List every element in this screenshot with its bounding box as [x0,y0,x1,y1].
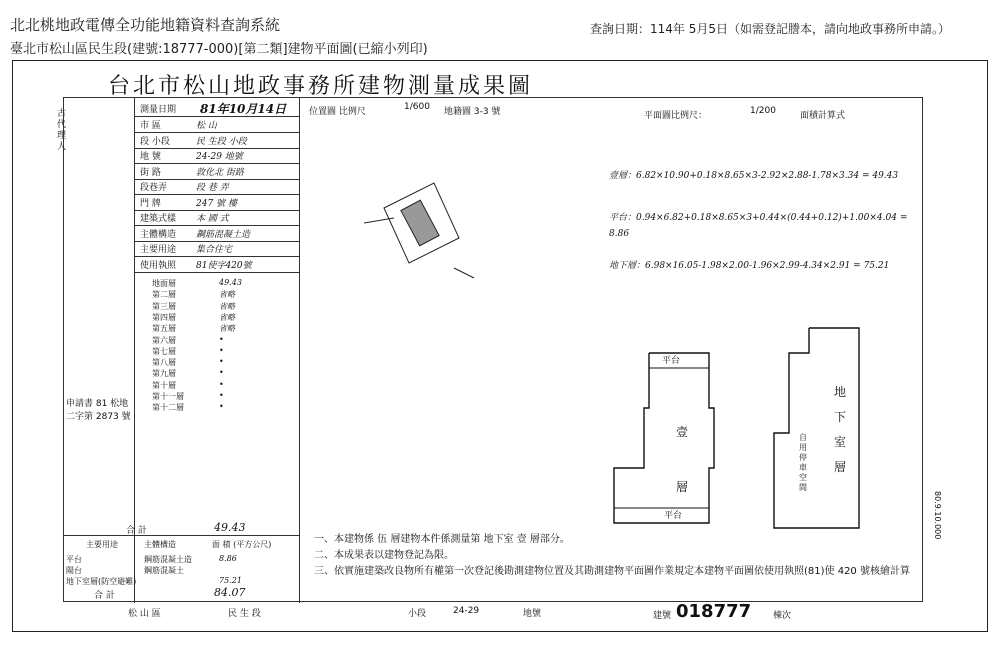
total-area: 49.43 [214,521,246,534]
plan-label-basement-1: 地 [834,385,847,399]
accessory-use-header: 主要用途 [86,540,118,549]
accessory-use: 平台 [66,555,82,564]
accessory-area-header: 面 積 (平方公尺) [212,540,272,549]
applicant-number: 申請書 81 松地二字第 2873 號 [66,399,131,422]
accessory-use: 陽台 [66,566,82,575]
accessory-total-label: 合 計 [94,591,115,601]
query-date: 查詢日期：114年 5月5日（如需登記謄本，請向地政事務所申請。） [590,22,950,36]
plan-scale-label: 平面圖比例尺： [644,111,708,121]
accessory-structure: 鋼筋混凝土造 [144,555,192,564]
footer-section: 民 生 段 [228,609,261,619]
area-formula: 壹層：6.82×10.90+0.18×8.65×3-2.92×2.88-1.78×3.34 = 49.43 [609,171,899,181]
floor-name: 第二層 [152,290,176,300]
floor-name: 第六層 [152,335,176,345]
survey-date-label: 測量日期 [140,105,177,115]
plan-label-parking: 自用停車空間 [799,433,807,492]
field-value: 本 國 式 [196,214,229,224]
footer-small-section: 小段 [408,609,427,619]
floor-name: 第三層 [152,301,176,311]
floor-area: • [219,357,224,367]
area-formula: 地下層：6.98×16.05-1.98×2.00-1.96×2.99-4.34×2.91 = 75.21 [609,261,890,271]
survey-sheet [12,60,988,632]
accessory-structure: 鋼筋混凝土 [144,566,184,575]
plan-label-basement-4: 層 [834,460,847,474]
field-label: 主要用途 [140,245,177,255]
floor-name: 第七層 [152,346,176,356]
plan-label-basement-2: 下 [834,410,847,424]
plan-label-platform-top: 平台 [662,356,681,366]
floor-area: • [219,345,224,355]
location-scale-value: 1/600 [404,102,430,112]
floor-name: 地面層 [152,279,176,288]
field-value: 81使字420號 [196,260,252,271]
footer-district: 松 山 區 [128,609,161,619]
basement-floor-plan [769,323,869,533]
floor-area: 省略 [219,312,235,322]
floor-area: • [219,402,224,412]
location-sketch [364,178,484,288]
form-frame [63,97,923,602]
accessory-structure-header: 主體構造 [144,540,176,549]
agent-label: 古代理人 [57,109,67,152]
field-value: 敦化北 街路 [196,167,244,178]
footer-land-no: 24-29 [453,606,480,616]
floor-area: 省略 [219,301,235,311]
note-line: 二、本成果表以建物登記為限。 [314,550,454,561]
plan-label-floor: 層 [676,480,689,494]
floor-area: 省略 [219,324,235,334]
survey-date: 81年10月14日 [200,102,287,116]
note-line: 三、依實施建築改良物所有權第一次登記後勘測建物位置及其勘測建物平面圖作業規定本建物平面圖依使用執照(81)使 420 號核繪計算 [314,566,910,577]
field-label: 建築式樣 [140,214,177,224]
floor-area: • [219,334,224,344]
location-sheet-no: 地籍圖 3-3 號 [444,107,501,117]
floor-name: 第十層 [152,380,176,390]
floor-area: 49.43 [219,278,242,287]
field-label: 使用執照 [140,260,177,271]
field-value: 民 生段 小段 [196,136,247,147]
note-line: 一、本建物係 伍 層建物本件係測量第 地下室 壹 層部分。 [314,534,570,545]
area-calc-label: 面積計算式 [800,111,846,121]
field-value: 段 巷 弄 [196,183,229,193]
field-label: 段巷弄 [140,183,168,193]
field-value: 松 山 [196,121,217,131]
field-label: 門 牌 [140,198,161,209]
field-label: 街 路 [140,167,161,178]
field-label: 主體構造 [140,229,177,240]
accessory-area: 75.21 [219,576,242,585]
field-label: 地 號 [140,152,161,162]
accessory-use: 地下室層(防空避難) [66,577,137,586]
footer-building-no-label: 建號 [653,611,672,621]
system-title: 北北桃地政電傳全功能地籍資料查詢系統 [10,16,281,34]
plan-scale-value: 1/200 [750,106,776,116]
footer-land-no-suffix: 地號 [523,609,542,619]
field-value: 24-29 地號 [196,152,243,162]
plan-label-first: 壹 [676,425,689,439]
floor-name: 第五層 [152,324,176,334]
accessory-total: 84.07 [214,586,246,599]
plan-label-platform-bottom: 平台 [664,511,683,521]
floor-area: • [219,391,224,400]
floor-name: 第十二層 [152,403,184,413]
floor-area: 省略 [219,290,235,300]
accessory-area: 8.86 [219,554,237,563]
field-value: 鋼筋混凝土造 [196,229,251,240]
field-label: 段 小段 [140,136,170,147]
floor-name: 第九層 [152,369,176,379]
ground-floor-plan [609,348,719,528]
floor-name: 第八層 [152,358,176,368]
plan-label-basement-3: 室 [834,435,847,449]
field-value: 247 號 樓 [196,198,237,209]
field-value: 集合住宅 [196,245,233,255]
footer-building-no: 018777 [676,601,752,622]
document-subtitle: 臺北市松山區民生段(建號:18777-000)[第二類]建物平面圖(已縮小列印) [10,42,428,57]
floor-area: • [219,379,224,389]
side-stamp: 80.9.10.000 [933,491,942,540]
sheet-title: 台北市松山地政事務所建物測量成果圖 [108,74,534,99]
area-formula: 平台：0.94×6.82+0.18×8.65×3+0.44×(0.44+0.12)+1.00×4.04 = 8.86 [609,213,908,239]
total-label: 合 計 [126,526,147,536]
field-label: 市 區 [140,121,161,131]
location-scale-label: 位置圖 比例尺 [309,107,366,117]
floor-name: 第四層 [152,312,176,322]
floor-name: 第十一層 [152,392,184,401]
footer-suffix: 棟次 [773,611,792,621]
floor-area: • [219,368,224,378]
